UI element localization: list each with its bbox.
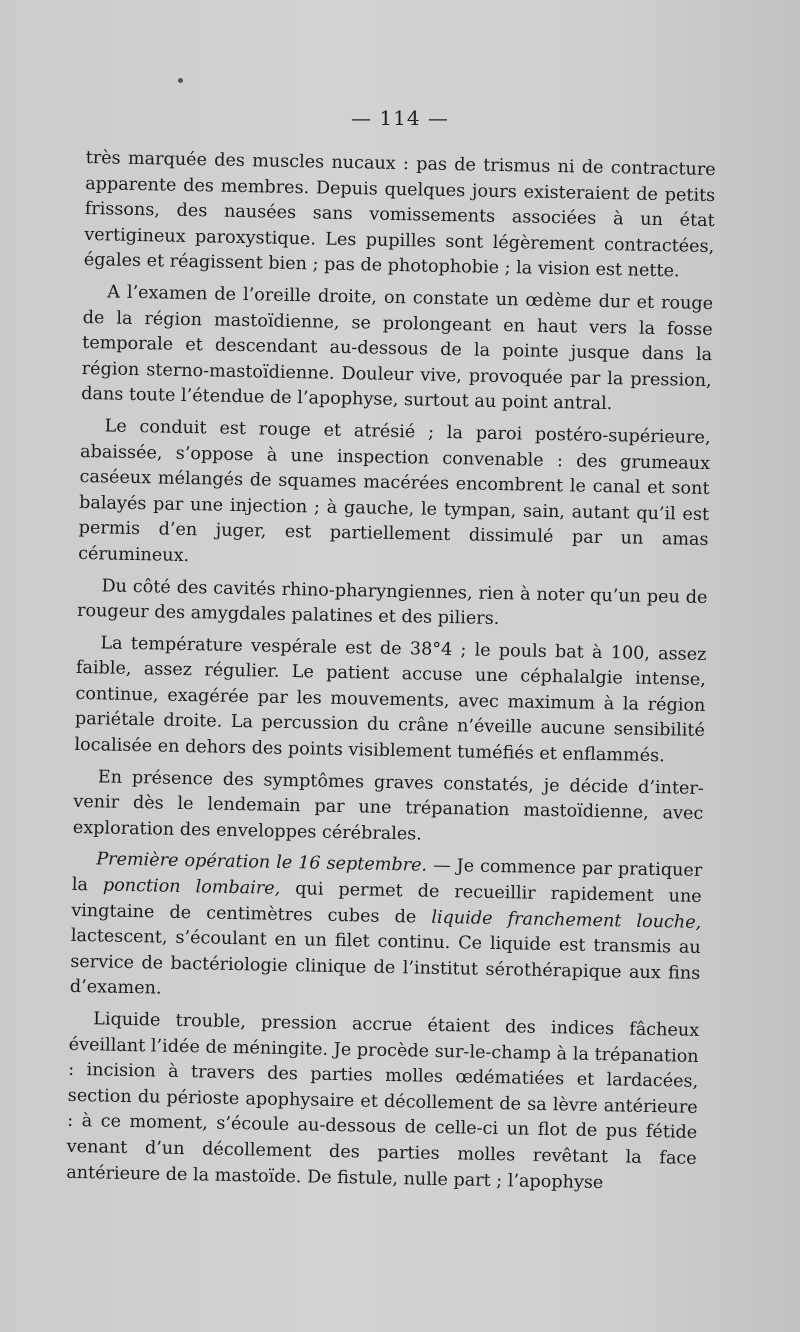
paragraph (84, 146, 716, 286)
paragraph (77, 573, 708, 636)
body-text (66, 146, 716, 1204)
paragraph (78, 414, 711, 580)
paragraph-text: Liquide trouble, pression accrue étaient des indices fâcheux éveillant l’idée de méningite. Je procède sur-le-champ à la trépanation : incision à travers des parties molles œdématiées et lardacées, section du périoste apophysaire et décollement de sa lèvre antérieure : à ce moment, s’écoule au-dessous de celle-ci un flot de pus fétide venant d’un décollement des parties molles revêtant la face antérieure de la mastoïde. De fistule, nulle part ; l’apophyse (66, 1009, 700, 1193)
paragraph-text: A l’examen de l’oreille droite, on constate un œdème dur et rouge de la région mastoïdienne, se prolongeant en haut vers la fosse temporale et descendant au-dessous de la pointe jusque dans la région sterno-mastoïdienne. Douleur vive, provoquée par la pression, dans toute l’étendue de l’apophyse, surtout au point antral. (81, 282, 714, 415)
paragraph-text: La température vespérale est de 38°4 ; le pouls bat à 100, assez faible, assez régulier. Le patient accuse une céphalalgie intense, continue, exagérée par les mouvements, avec maximum à la région pariétale droite. La percussion du crâne n’éveille aucune sensibilité localisée en dehors des points visiblement tuméfiés et enflammés. (74, 633, 707, 767)
section-lead: Première opération le 16 septembre. (96, 849, 428, 877)
paragraph (81, 280, 713, 420)
paragraph-text: En présence des symptômes graves constatés, je décide d’intervenir dès le lendemain par une trépanation mastoïdienne, avec exploration des enveloppes cérébrales. (72, 767, 704, 845)
emphasis-text: liquide franchement louche, (431, 907, 702, 933)
paragraph-text: qui permet de recueillir rapidement une vingtaine de centimètres cubes de (71, 878, 702, 928)
paragraph-text: très marquée des muscles nucaux : pas de trismus ni de contracture apparente des membres. Depuis quelques jours existeraient de petits frissons, des nausées sans vomissements associées à un état vertigineux paroxystique. Les pupilles sont légèrement contractées, égales et réagissent bien ; pas de photophobie ; la vision est nette. (83, 147, 716, 282)
paragraph (74, 631, 706, 771)
paragraph-text: lactescent, s’écoulant en un filet continu. Ce liquide est transmis au service de bactériologie clinique de l’institut sérothérapique aux fins d’examen. (69, 926, 701, 1000)
paragraph (70, 847, 703, 1013)
emphasis-text: ponction lombaire, (102, 875, 281, 899)
ink-speck (178, 78, 183, 83)
paragraph-text: Du côté des cavités rhino-pharyngiennes, rien à noter qu’un peu de rougeur des amygdales palatines et des piliers. (76, 575, 708, 630)
page-number: — 114 — (351, 106, 449, 130)
paragraph (73, 765, 704, 854)
paragraph-text: Le conduit est rouge et atrésié ; la paroi postéro-supérieure, abaissée, s’oppose à une inspection convenable : des grumeaux caséeux mélangés de squames macérées encombrent le canal et sont balayés par une injection ; à gauche, le tympan, sain, autant qu’il est permis d’en juger, est partiellement dissimulé par un amas cérumineux. (77, 416, 711, 566)
paragraph (66, 1007, 699, 1198)
paragraph-text: — Je commence par pratiquer la (71, 856, 703, 896)
